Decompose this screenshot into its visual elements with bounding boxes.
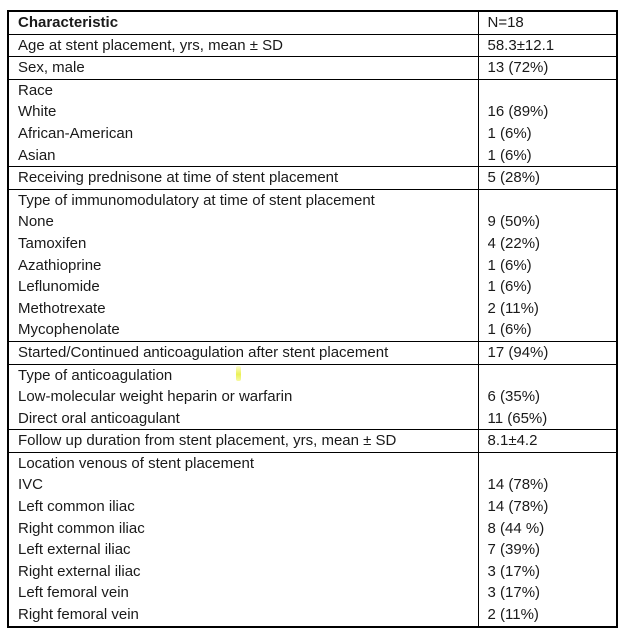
row-label: Low-molecular weight heparin or warfarin — [18, 388, 293, 406]
value-cell — [478, 364, 617, 430]
characteristic-cell — [8, 364, 478, 430]
row-value — [488, 365, 608, 387]
table-body — [8, 34, 617, 627]
row-value: 7 (39%) — [487, 541, 541, 559]
row-value: 1 (6%) — [487, 321, 532, 339]
row-label: Leflunomide — [18, 278, 100, 296]
value-cell — [478, 34, 617, 57]
characteristic-cell — [8, 34, 478, 57]
row-value: 58.3±12.1 — [487, 36, 555, 54]
row-label: Right femoral vein — [18, 606, 139, 624]
table-row — [8, 57, 617, 80]
row-value: 9 (50%) — [487, 213, 541, 231]
row-value — [488, 190, 608, 212]
row-label: Location venous of stent placement — [18, 454, 254, 472]
row-value: 3 (17%) — [487, 562, 541, 580]
table-row — [8, 341, 617, 364]
row-label: Left femoral vein — [18, 584, 129, 602]
row-value: 14 (78%) — [487, 476, 549, 494]
characteristic-cell — [8, 167, 478, 190]
row-value — [488, 453, 608, 475]
row-label: Race — [18, 81, 54, 99]
row-value: 6 (35%) — [487, 388, 541, 406]
column-header-characteristic-label: Characteristic — [18, 14, 119, 31]
row-label: Started/Continued anticoagulation after stent placement — [18, 343, 389, 361]
column-header-characteristic — [8, 11, 478, 34]
value-cell — [478, 79, 617, 166]
row-label: Methotrexate — [18, 299, 106, 317]
row-value: 1 (6%) — [487, 124, 532, 142]
row-label: Mycophenolate — [18, 321, 120, 339]
characteristic-cell — [8, 57, 478, 80]
row-label: Right external iliac — [18, 562, 141, 580]
column-header-n-label: N=18 — [487, 14, 524, 31]
characteristic-cell — [8, 79, 478, 166]
value-cell — [478, 452, 617, 626]
characteristic-cell — [8, 189, 478, 341]
column-header-n — [478, 11, 617, 34]
row-label: Right common iliac — [18, 519, 145, 537]
row-label: Direct oral anticoagulant — [18, 409, 180, 427]
row-value: 1 (6%) — [487, 146, 532, 164]
row-label: IVC — [18, 476, 44, 494]
table-row — [8, 167, 617, 190]
table-row — [8, 364, 617, 430]
table-row — [8, 34, 617, 57]
row-label: Azathioprine — [18, 256, 102, 274]
value-cell — [478, 430, 617, 453]
row-label: Age at stent placement, yrs, mean ± SD — [18, 36, 284, 54]
row-value: 3 (17%) — [487, 584, 541, 602]
value-cell — [478, 341, 617, 364]
row-label: None — [18, 213, 54, 231]
row-label: Left external iliac — [18, 541, 131, 559]
value-cell — [478, 57, 617, 80]
row-value: 8.1±4.2 — [487, 432, 538, 450]
characteristics-table — [7, 10, 618, 628]
characteristic-cell — [8, 452, 478, 626]
row-value: 4 (22%) — [487, 234, 541, 252]
row-label: Sex, male — [18, 59, 85, 77]
row-label: Follow up duration from stent placement, yrs, mean ± SD — [18, 432, 397, 450]
row-value: 8 (44 %) — [487, 519, 545, 537]
row-value — [488, 80, 608, 102]
row-label: Left common iliac — [18, 498, 135, 516]
table-row — [8, 430, 617, 453]
row-value: 1 (6%) — [487, 256, 532, 274]
row-label: White — [18, 103, 57, 121]
characteristic-cell — [8, 341, 478, 364]
row-value: 16 (89%) — [487, 103, 549, 121]
characteristic-cell — [8, 430, 478, 453]
row-label: Type of immunomodulatory at time of stent placement — [18, 191, 375, 209]
table-row — [8, 79, 617, 166]
table-row — [8, 452, 617, 626]
table-row — [8, 189, 617, 341]
table-header-row — [8, 11, 617, 34]
row-value: 17 (94%) — [487, 343, 549, 361]
row-value: 11 (65%) — [487, 409, 548, 427]
row-label: African-American — [18, 124, 134, 142]
row-value: 1 (6%) — [487, 278, 532, 296]
row-label: Asian — [18, 146, 56, 164]
value-cell — [478, 167, 617, 190]
row-label: Tamoxifen — [18, 234, 87, 252]
row-value: 5 (28%) — [487, 169, 541, 187]
row-label: Type of anticoagulation — [18, 366, 173, 384]
value-cell — [478, 189, 617, 341]
row-value: 13 (72%) — [487, 59, 549, 77]
row-label: Receiving prednisone at time of stent placement — [18, 169, 339, 187]
row-value: 2 (11%) — [487, 606, 539, 624]
row-value: 2 (11%) — [487, 299, 539, 317]
row-value: 14 (78%) — [487, 498, 549, 516]
